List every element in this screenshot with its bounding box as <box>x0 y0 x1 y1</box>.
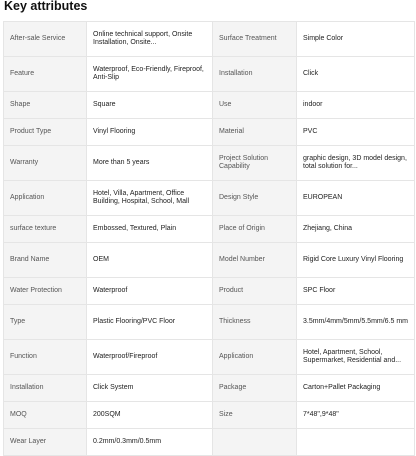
attribute-key: surface texture <box>4 216 87 243</box>
attribute-key: Thickness <box>213 305 297 340</box>
attribute-value: Hotel, Villa, Apartment, Office Building, Hospital, School, Mall <box>87 181 213 216</box>
attribute-key: Package <box>213 375 297 402</box>
attribute-key: Product Type <box>4 119 87 146</box>
attribute-value: Simple Color <box>297 22 415 57</box>
attribute-key: Application <box>4 181 87 216</box>
table-row <box>4 402 415 429</box>
attribute-value: 200SQM <box>87 402 213 429</box>
attribute-value: EUROPEAN <box>297 181 415 216</box>
attribute-key: Model Number <box>213 243 297 278</box>
section-title: Key attributes <box>4 0 88 13</box>
attribute-key: Application <box>213 340 297 375</box>
table-row <box>4 57 415 92</box>
attribute-key: MOQ <box>4 402 87 429</box>
table-row <box>4 340 415 375</box>
attribute-value: Hotel, Apartment, School, Supermarket, Residential and... <box>297 340 415 375</box>
table-row <box>4 181 415 216</box>
attribute-value: Carton+Pallet Packaging <box>297 375 415 402</box>
table-row <box>4 216 415 243</box>
attribute-value <box>297 429 415 456</box>
attribute-value: Zhejiang, China <box>297 216 415 243</box>
attribute-key: Water Protection <box>4 278 87 305</box>
attribute-value: OEM <box>87 243 213 278</box>
attribute-value: Waterproof, Eco-Friendly, Fireproof, Anti-Slip <box>87 57 213 92</box>
attributes-table-body <box>4 22 415 456</box>
attribute-key: Place of Origin <box>213 216 297 243</box>
attribute-key: Type <box>4 305 87 340</box>
attribute-key: Installation <box>213 57 297 92</box>
attribute-value: Embossed, Textured, Plain <box>87 216 213 243</box>
attribute-value: 0.2mm/0.3mm/0.5mm <box>87 429 213 456</box>
attribute-key: Surface Treatment <box>213 22 297 57</box>
table-row <box>4 119 415 146</box>
attribute-key: Design Style <box>213 181 297 216</box>
attribute-key <box>213 429 297 456</box>
attribute-value: Click System <box>87 375 213 402</box>
attribute-value: Click <box>297 57 415 92</box>
attribute-value: Rigid Core Luxury Vinyl Flooring <box>297 243 415 278</box>
attribute-key: Project Solution Capability <box>213 146 297 181</box>
attribute-key: Shape <box>4 92 87 119</box>
attribute-key: Material <box>213 119 297 146</box>
attribute-key: Function <box>4 340 87 375</box>
attribute-value: Waterproof <box>87 278 213 305</box>
attributes-table <box>3 21 415 456</box>
attribute-key: Warranty <box>4 146 87 181</box>
attribute-key: After-sale Service <box>4 22 87 57</box>
attribute-key: Product <box>213 278 297 305</box>
table-row <box>4 429 415 456</box>
attribute-value: More than 5 years <box>87 146 213 181</box>
attribute-value: indoor <box>297 92 415 119</box>
attribute-key: Feature <box>4 57 87 92</box>
table-row <box>4 305 415 340</box>
table-row <box>4 243 415 278</box>
attribute-key: Use <box>213 92 297 119</box>
attribute-value: 3.5mm/4mm/5mm/5.5mm/6.5 mm <box>297 305 415 340</box>
attribute-key: Installation <box>4 375 87 402</box>
table-row <box>4 278 415 305</box>
table-row <box>4 146 415 181</box>
attribute-value: SPC Floor <box>297 278 415 305</box>
attribute-value: Online technical support, Onsite Installation, Onsite... <box>87 22 213 57</box>
attribute-value: Square <box>87 92 213 119</box>
attribute-value: Plastic Flooring/PVC Floor <box>87 305 213 340</box>
attribute-value: Vinyl Flooring <box>87 119 213 146</box>
attribute-value: Waterproof/Fireproof <box>87 340 213 375</box>
table-row <box>4 22 415 57</box>
attribute-value: 7*48",9*48" <box>297 402 415 429</box>
attribute-value: PVC <box>297 119 415 146</box>
table-row <box>4 375 415 402</box>
attribute-key: Wear Layer <box>4 429 87 456</box>
table-row <box>4 92 415 119</box>
attribute-key: Brand Name <box>4 243 87 278</box>
attribute-key: Size <box>213 402 297 429</box>
attribute-value: graphic design, 3D model design, total solution for... <box>297 146 415 181</box>
